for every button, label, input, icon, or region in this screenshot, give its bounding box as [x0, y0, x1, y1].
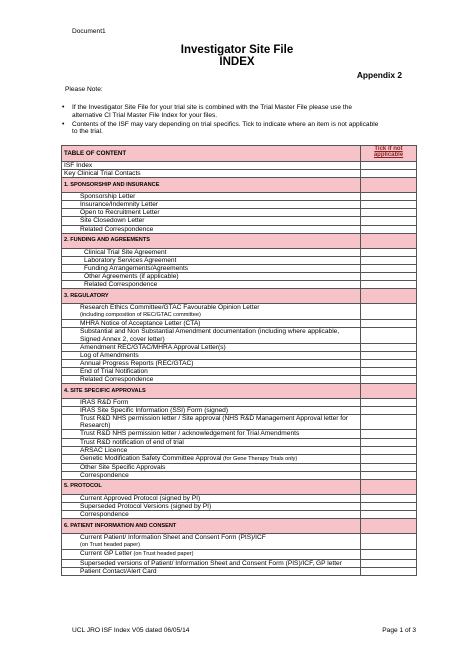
tick-cell[interactable] [361, 170, 417, 178]
table-row [62, 446, 417, 454]
table-row [62, 264, 417, 272]
tick-cell[interactable] [361, 193, 417, 201]
item-text: Research Ethics Committee/GTAC Favourable Opinion Letter [80, 304, 260, 312]
item-label: Clinical Trial Site Agreement [62, 248, 361, 256]
item-label [62, 304, 361, 320]
tick-cell[interactable] [361, 272, 417, 280]
tick-cell[interactable] [361, 343, 417, 351]
item-text: Current GP Letter [80, 550, 132, 558]
section-title: 6. PATIENT INFORMATION AND CONSENT [62, 519, 361, 534]
section-header [62, 233, 417, 248]
tick-cell[interactable] [361, 359, 417, 367]
table-row [62, 438, 417, 446]
table-row [62, 415, 417, 430]
tick-cell[interactable] [361, 567, 417, 575]
table-row [62, 567, 417, 575]
table-row [62, 170, 417, 178]
tick-cell[interactable] [361, 209, 417, 217]
tick-cell[interactable] [361, 399, 417, 407]
table-row [62, 304, 417, 320]
item-label: ARSAC Licence [62, 446, 361, 454]
tick-cell[interactable] [361, 438, 417, 446]
tick-cell[interactable] [361, 495, 417, 503]
table-row [62, 550, 417, 559]
table-row [62, 534, 417, 550]
item-label: Laboratory Services Agreement [62, 256, 361, 264]
tick-cell[interactable] [361, 281, 417, 289]
tick-cell[interactable] [361, 304, 417, 320]
item-label [62, 534, 361, 550]
table-row [62, 225, 417, 233]
item-label: Superseded Protocol Versions (signed by PI) [62, 503, 361, 511]
table-row [62, 471, 417, 479]
item-label: Correspondence [62, 471, 361, 479]
tick-cell[interactable] [361, 454, 417, 463]
tick-cell[interactable] [361, 430, 417, 438]
table-row [62, 256, 417, 264]
tick-cell[interactable] [361, 407, 417, 415]
item-label: Patient Contact/Alert Card [62, 567, 361, 575]
item-label: IRAS Site Specific Information (SSI) Form (signed) [62, 407, 361, 415]
table-row [62, 375, 417, 383]
note-list [62, 104, 382, 137]
note-item: • If the Investigator Site File for your trial site is combined with the Trial Master File please use the alternative CI Trial Master File Index for your files. [62, 104, 382, 120]
tick-cell[interactable] [361, 463, 417, 471]
table-header-tick: Tick if not applicable [361, 146, 417, 162]
section-header [62, 480, 417, 495]
item-label: Open to Recruitment Letter [62, 209, 361, 217]
item-label: Other Site Specific Approvals [62, 463, 361, 471]
tick-cell[interactable] [361, 511, 417, 519]
item-label: ISF Index [62, 162, 361, 170]
table-row [62, 209, 417, 217]
tick-cell[interactable] [361, 225, 417, 233]
tick-cell[interactable] [361, 201, 417, 209]
table-header-row [62, 146, 417, 162]
section-title: 3. REGULATORY [62, 289, 361, 304]
item-label [62, 454, 361, 463]
table-row [62, 343, 417, 351]
tick-cell[interactable] [361, 550, 417, 559]
section-title: 1. SPONSORSHIP AND INSURANCE [62, 178, 361, 193]
table-row [62, 248, 417, 256]
item-label: Insurance/Indemnity Letter [62, 201, 361, 209]
item-label: Other Agreements (if applicable) [62, 272, 361, 280]
table-row [62, 320, 417, 328]
appendix-label: Appendix 2 [356, 70, 402, 80]
section-title: 2. FUNDING AND AGREEMENTS [62, 233, 361, 248]
table-row [62, 281, 417, 289]
item-label: Related Correspondence [62, 375, 361, 383]
section-title: 4. SITE SPECIFIC APPROVALS [62, 384, 361, 399]
document-label: Document1 [72, 28, 106, 35]
table-row [62, 503, 417, 511]
item-subtext: (including composition of REC/GTAC committee) [80, 312, 201, 319]
section-header [62, 289, 417, 304]
table-row [62, 359, 417, 367]
tick-cell[interactable] [361, 256, 417, 264]
item-label: Amendment REC/GTAC/MHRA Approval Letter(s) [62, 343, 361, 351]
item-label: Site Closedown Letter [62, 217, 361, 225]
tick-cell[interactable] [361, 328, 417, 343]
item-label: Funding Arrangements/Agreements [62, 264, 361, 272]
table-row [62, 328, 417, 343]
section-title: 5. PROTOCOL [62, 480, 361, 495]
item-label: Trust R&D NHS permission letter / Site approval (NHS R&D Management Approval letter for Research) [62, 415, 361, 430]
table-row [62, 201, 417, 209]
tick-cell[interactable] [361, 320, 417, 328]
table-header-content: TABLE OF CONTENT [62, 146, 361, 162]
tick-cell[interactable] [361, 217, 417, 225]
table-row [62, 430, 417, 438]
tick-cell[interactable] [361, 375, 417, 383]
table-row [62, 162, 417, 170]
tick-cell[interactable] [361, 471, 417, 479]
item-label: End of Trial Notification [62, 367, 361, 375]
tick-cell[interactable] [361, 367, 417, 375]
item-subtext: (on Trust headed paper) [80, 542, 141, 549]
section-header [62, 384, 417, 399]
table-row [62, 217, 417, 225]
item-label: Superseded versions of Patient/ Information Sheet and Consent Form (PIS)/ICF, GP letter [62, 559, 361, 567]
tick-cell[interactable] [361, 503, 417, 511]
table-row [62, 351, 417, 359]
item-label: IRAS R&D Form [62, 399, 361, 407]
section-header [62, 519, 417, 534]
item-label: Sponsorship Letter [62, 193, 361, 201]
tick-cell[interactable] [361, 248, 417, 256]
item-label: MHRA Notice of Acceptance Letter (CTA) [62, 320, 361, 328]
please-note: Please Note: [65, 86, 103, 93]
page-subtitle: INDEX [219, 56, 255, 68]
item-label: Related Correspondence [62, 281, 361, 289]
item-text: Current Patient/ Information Sheet and Consent Form (PIS)/ICF [80, 534, 266, 542]
table-row [62, 407, 417, 415]
section-header [62, 178, 417, 193]
tick-cell[interactable] [361, 415, 417, 430]
table-row [62, 495, 417, 503]
footer-version: UCL JRO ISF Index V05 dated 06/05/14 [72, 627, 190, 634]
item-label: Annual Progress Reports (REC/GTAC) [62, 359, 361, 367]
table-row [62, 272, 417, 280]
item-label: Substantial and Non Substantial Amendment documentation (including where applicable, Signed Annex 2, cover letter) [62, 328, 361, 343]
item-text: Genetic Modification Safety Committee Approval [80, 454, 222, 462]
item-label [62, 550, 361, 559]
item-label: Trust R&D NHS permission letter / acknowledgement for Trial Amendments [62, 430, 361, 438]
tick-cell[interactable] [361, 162, 417, 170]
index-table [61, 145, 417, 576]
note-item: • Contents of the ISF may vary depending on trial specifics. Tick to indicate where an item is not applicable to the trial. [62, 121, 382, 137]
table-row [62, 367, 417, 375]
table-row [62, 454, 417, 463]
tick-cell[interactable] [361, 264, 417, 272]
item-label: Key Clinical Trial Contacts [62, 170, 361, 178]
table-row [62, 511, 417, 519]
tick-cell[interactable] [361, 446, 417, 454]
table-row [62, 463, 417, 471]
item-label: Correspondence [62, 511, 361, 519]
tick-cell[interactable] [361, 559, 417, 567]
page-number: Page 1 of 3 [382, 627, 416, 634]
item-subtext: (on Trust headed paper) [131, 551, 194, 558]
tick-cell[interactable] [361, 534, 417, 550]
table-row [62, 193, 417, 201]
table-row [62, 399, 417, 407]
item-label: Log of Amendments [62, 351, 361, 359]
page-title: Investigator Site File [180, 44, 294, 56]
item-label: Current Approved Protocol (signed by PI) [62, 495, 361, 503]
item-label: Trust R&D notification of end of trial [62, 438, 361, 446]
table-row [62, 559, 417, 567]
item-label: Related Correspondence [62, 225, 361, 233]
tick-cell[interactable] [361, 351, 417, 359]
item-subtext: (for Gene Therapy Trials only) [221, 455, 298, 462]
